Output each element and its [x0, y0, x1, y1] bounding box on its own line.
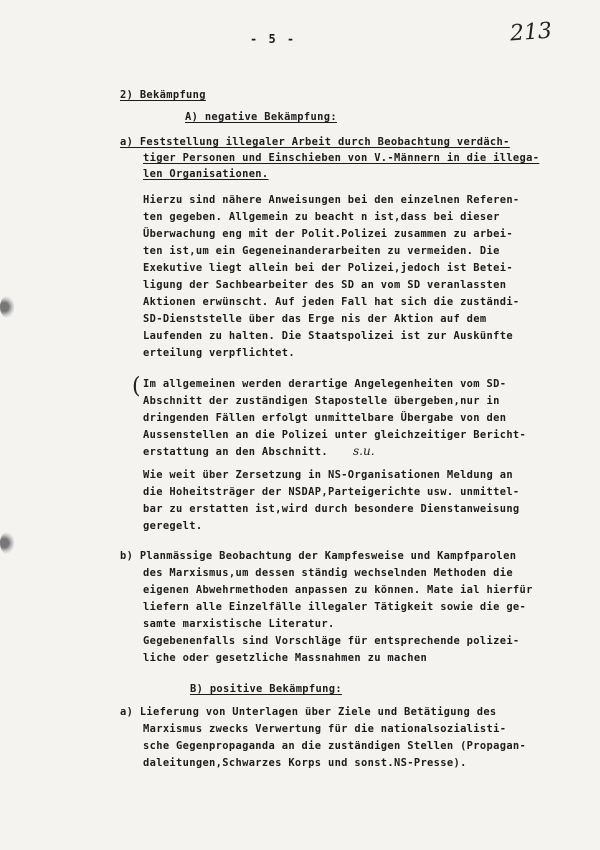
- item-b-line: eigenen Abwehrmethoden anpassen zu können. Mate ial hierfür: [143, 584, 533, 596]
- body-line: bar zu erstatten ist,wird durch besondere Dienstanweisung: [143, 503, 520, 515]
- body-line: Überwachung eng mit der Polit.Polizei zusammen zu arbei-: [143, 228, 513, 240]
- item-a-title-line: len Organisationen.: [143, 168, 269, 180]
- subheading-positive: B) positive Bekämpfung:: [190, 683, 342, 695]
- punch-hole: [0, 296, 14, 318]
- archive-number: 213: [509, 18, 553, 47]
- item-b-line: liche oder gesetzliche Massnahmen zu machen: [143, 652, 428, 664]
- body-line: Wie weit über Zersetzung in NS-Organisationen Meldung an: [143, 469, 513, 481]
- item-b-line: Gegebenenfalls sind Vorschläge für entsprechende polizei-: [143, 635, 520, 647]
- item-b-line: samte marxistische Literatur.: [143, 618, 335, 630]
- body-line: dringenden Fällen erfolgt unmittelbare Übergabe von den: [143, 412, 507, 424]
- body-line: Im allgemeinen werden derartige Angelegenheiten vom SD-: [143, 378, 507, 390]
- punch-hole: [0, 532, 14, 554]
- positive-item-line: Marxismus zwecks Verwertung für die nationalsozialisti-: [143, 723, 507, 735]
- item-a-title-line: a) Feststellung illegaler Arbeit durch Beobachtung verdäch-: [120, 136, 510, 148]
- body-line: ligung der Sachbearbeiter des SD an vom SD veranlassten: [143, 279, 507, 291]
- body-line: erteilung verpflichtet.: [143, 347, 295, 359]
- body-line: ten ist,um ein Gegeneinanderarbeiten zu vermeiden. Die: [143, 245, 500, 257]
- body-line: Aktionen erwünscht. Auf jeden Fall hat sich die zuständi-: [143, 296, 520, 308]
- page-number: - 5 -: [250, 32, 297, 46]
- item-b-line: liefern alle Einzelfälle illegaler Tätigkeit sowie die ge-: [143, 601, 527, 613]
- body-line: Exekutive liegt allein bei der Polizei,jedoch ist Betei-: [143, 262, 513, 274]
- positive-item-line: a) Lieferung von Unterlagen über Ziele und Betätigung des: [120, 706, 497, 718]
- positive-item-line: daleitungen,Schwarzes Korps und sonst.NS-Presse).: [143, 757, 467, 769]
- subheading-negative: A) negative Bekämpfung:: [185, 111, 337, 123]
- body-line: die Hoheitsträger der NSDAP,Parteigerichte usw. unmittel-: [143, 486, 520, 498]
- body-line: erstattung an den Abschnitt.: [143, 446, 328, 458]
- section-heading: 2) Bekämpfung: [120, 89, 206, 101]
- body-line: SD-Dienststelle über das Erge nis der Aktion auf dem: [143, 313, 487, 325]
- body-line: Abschnitt der zuständigen Stapostelle übergeben,nur in: [143, 395, 500, 407]
- body-line: geregelt.: [143, 520, 203, 532]
- positive-item-line: sche Gegenpropaganda an die zuständigen Stellen (Propagan-: [143, 740, 527, 752]
- item-a-title-line: tiger Personen und Einschieben von V.-Männern in die illega-: [143, 152, 540, 164]
- margin-bracket: (: [132, 374, 141, 399]
- item-b-line: des Marxismus,um dessen ständig wechselnden Methoden die: [143, 567, 513, 579]
- item-b-line: b) Planmässige Beobachtung der Kampfesweise und Kampfparolen: [120, 550, 517, 562]
- body-line: Hierzu sind nähere Anweisungen bei den einzelnen Referen-: [143, 194, 520, 206]
- body-line: ten gegeben. Allgemein zu beacht n ist,dass bei dieser: [143, 211, 500, 223]
- body-line: Aussenstellen an die Polizei unter gleichzeitiger Bericht-: [143, 429, 527, 441]
- handwritten-annotation: s.u.: [353, 444, 375, 458]
- body-line: Laufenden zu halten. Die Staatspolizei ist zur Auskünfte: [143, 330, 513, 342]
